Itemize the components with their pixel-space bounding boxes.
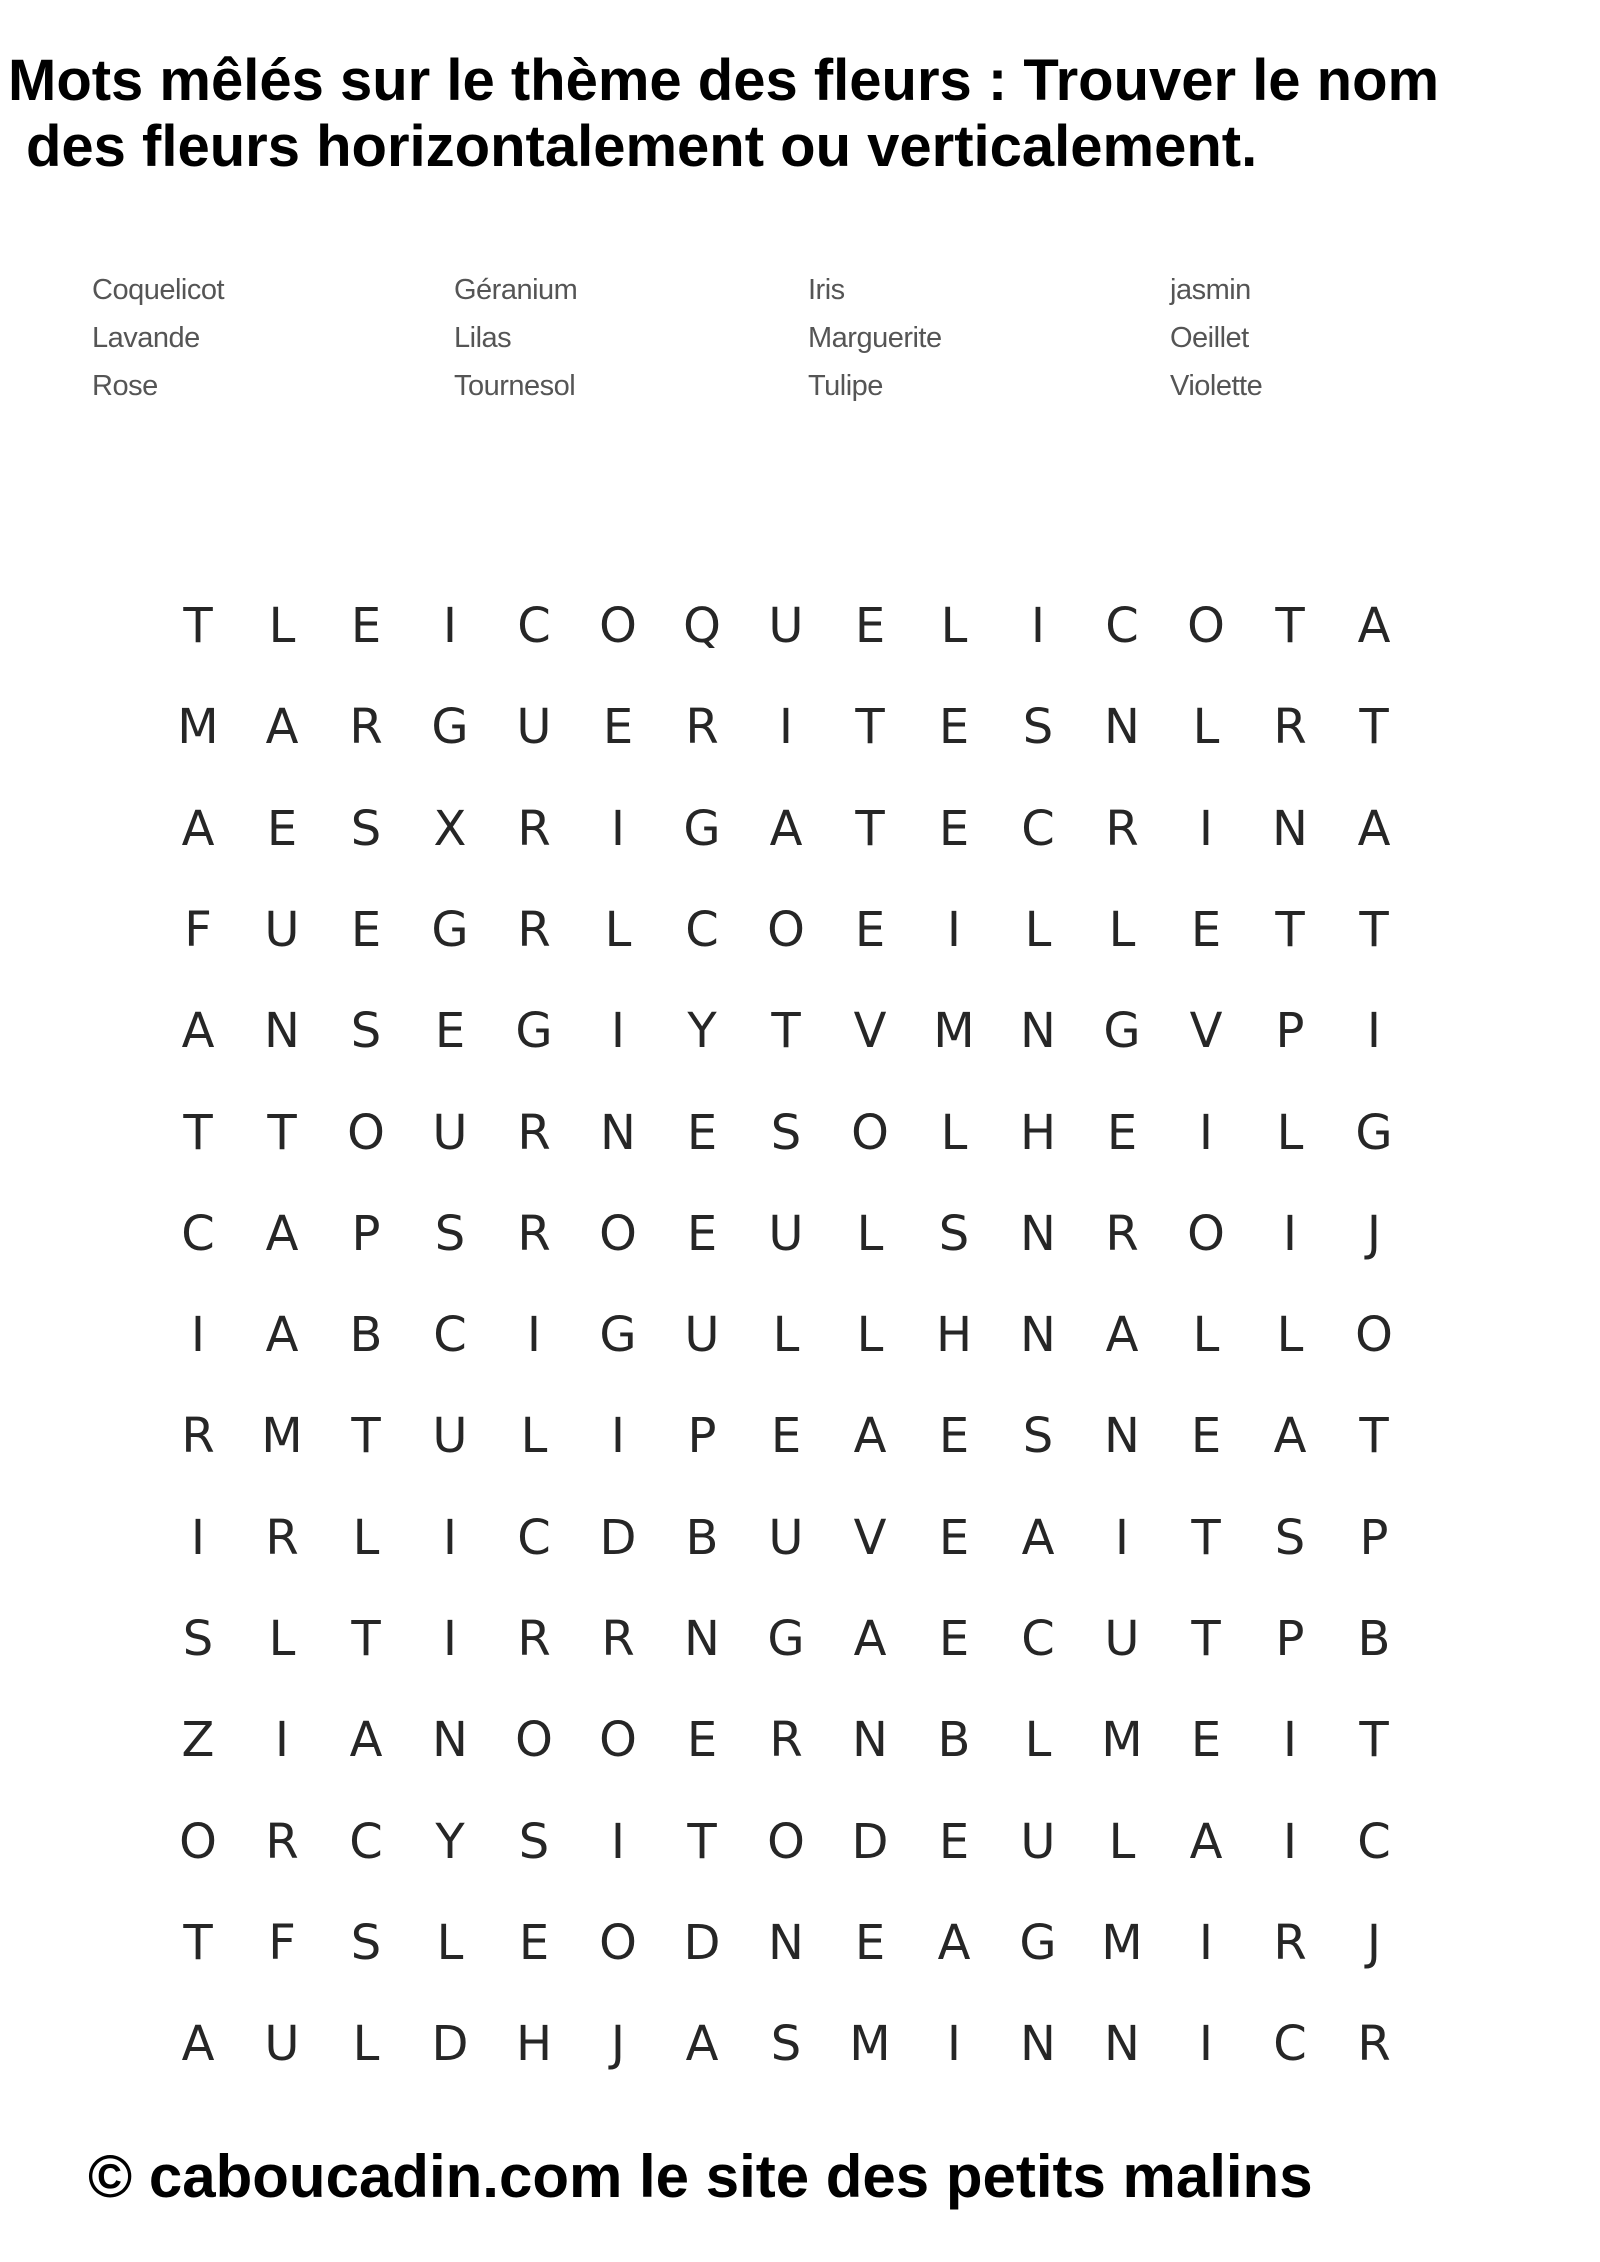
grid-letter: R [517,801,551,857]
word-list-item: Lavande [92,322,200,354]
grid-letter: N [1020,1307,1056,1363]
grid-letter: N [852,1712,888,1768]
grid-letter: E [266,801,298,857]
grid-letter: G [515,1003,553,1059]
grid-letter: O [515,1712,553,1768]
title-line-1: Mots mêlés sur le thème des fleurs : Trouver le nom [8,48,1440,113]
word-list-item: Violette [1170,370,1263,402]
grid-letter: A [1189,1814,1223,1870]
grid-letter: E [854,902,886,958]
grid-letter: O [1355,1307,1393,1363]
grid-letter: E [854,598,886,654]
word-list-item: Oeillet [1170,322,1249,354]
grid-row [168,576,1428,676]
grid-letter: G [599,1307,637,1363]
grid-letter: I [1198,801,1214,857]
grid-letter: G [1103,1003,1141,1059]
grid-letter: Y [435,1814,465,1870]
grid-letter: E [770,1408,802,1464]
grid-letter: V [853,1003,887,1059]
grid-row [168,1285,1428,1385]
grid-row [168,1488,1428,1588]
grid-row [168,1589,1428,1689]
grid-letter: E [686,1206,718,1262]
grid-letter: S [938,1206,970,1262]
grid-row [168,1083,1428,1183]
grid-row [168,1184,1428,1284]
grid-letter: L [856,1307,884,1363]
footer-copyright: © caboucadin.com le site des petits malins [88,2143,1313,2210]
grid-letter: J [610,2016,626,2072]
grid-letter: T [1275,902,1305,958]
grid-letter: C [181,1206,215,1262]
grid-letter: N [1020,2016,1056,2072]
grid-letter: N [264,1003,300,1059]
grid-letter: C [517,598,551,654]
grid-letter: N [684,1611,720,1667]
grid-letter: R [181,1408,215,1464]
grid-letter: T [855,801,885,857]
grid-row [168,779,1428,879]
grid-letter: A [853,1611,887,1667]
grid-letter: J [1366,1915,1382,1971]
grid-letter: B [685,1510,719,1566]
grid-letter: D [599,1510,637,1566]
grid-letter: N [1272,801,1308,857]
grid-letter: O [851,1105,889,1161]
grid-letter: E [518,1915,550,1971]
grid-letter: F [268,1915,296,1971]
grid-letter: R [517,1611,551,1667]
grid-letter: L [1108,1814,1136,1870]
grid-letter: M [261,1408,303,1464]
grid-letter: N [600,1105,636,1161]
grid-letter: Q [683,598,721,654]
word-list-item: Rose [92,370,158,402]
grid-letter: O [599,1206,637,1262]
grid-letter: I [946,902,962,958]
grid-letter: U [1104,1611,1140,1667]
grid-letter: R [769,1712,803,1768]
grid-letter: T [1275,598,1305,654]
grid-letter: S [1022,699,1054,755]
grid-letter: S [518,1814,550,1870]
grid-letter: U [768,1510,804,1566]
grid-letter: P [1359,1510,1389,1566]
grid-letter: E [938,1814,970,1870]
word-list-item: Lilas [454,322,512,354]
grid-letter: A [181,1003,215,1059]
grid-letter: R [601,1611,635,1667]
grid-letter: O [599,1915,637,1971]
grid-letter: A [853,1408,887,1464]
grid-letter: A [349,1712,383,1768]
grid-letter: C [1273,2016,1307,2072]
title-line-2: des fleurs horizontalement ou verticalement. [26,114,1258,179]
grid-letter: A [685,2016,719,2072]
grid-letter: G [683,801,721,857]
grid-letter: O [599,598,637,654]
grid-letter: T [855,699,885,755]
grid-letter: L [940,598,968,654]
grid-row [168,1893,1428,1993]
grid-letter: E [1190,1408,1222,1464]
grid-letter: U [768,1206,804,1262]
grid-letter: N [768,1915,804,1971]
grid-letter: S [350,801,382,857]
grid-letter: E [350,902,382,958]
grid-letter: O [1187,598,1225,654]
grid-letter: U [432,1408,468,1464]
grid-letter: I [1366,1003,1382,1059]
grid-letter: I [442,1510,458,1566]
grid-letter: D [683,1915,721,1971]
grid-letter: L [772,1307,800,1363]
grid-letter: L [268,1611,296,1667]
grid-letter: M [849,2016,891,2072]
grid-letter: G [767,1611,805,1667]
grid-letter: I [1030,598,1046,654]
grid-letter: A [1357,801,1391,857]
grid-letter: A [1021,1510,1055,1566]
page-title [8,48,1598,180]
grid-letter: C [685,902,719,958]
grid-letter: P [351,1206,381,1262]
grid-row [168,1792,1428,1892]
grid-letter: R [265,1510,299,1566]
grid-letter: C [1021,1611,1055,1667]
grid-letter: V [1189,1003,1223,1059]
grid-letter: I [442,598,458,654]
grid-row [168,1690,1428,1790]
grid-letter: S [1274,1510,1306,1566]
grid-letter: T [267,1105,297,1161]
grid-letter: O [347,1105,385,1161]
grid-letter: G [431,902,469,958]
grid-letter: R [1105,1206,1139,1262]
word-list-item: Marguerite [808,322,942,354]
grid-letter: L [1024,902,1052,958]
grid-letter: E [938,1408,970,1464]
grid-letter: A [1105,1307,1139,1363]
grid-letter: U [432,1105,468,1161]
grid-letter: B [1357,1611,1391,1667]
grid-letter: T [1191,1510,1221,1566]
grid-letter: T [1359,902,1389,958]
grid-letter: C [1105,598,1139,654]
grid-letter: L [1192,1307,1220,1363]
grid-letter: S [434,1206,466,1262]
grid-letter: L [352,2016,380,2072]
grid-letter: I [190,1510,206,1566]
grid-letter: A [1273,1408,1307,1464]
grid-letter: A [1357,598,1391,654]
grid-letter: L [940,1105,968,1161]
grid-letter: E [350,598,382,654]
grid-letter: P [1275,1611,1305,1667]
grid-letter: S [350,1003,382,1059]
grid-letter: L [1108,902,1136,958]
grid-letter: I [610,801,626,857]
grid-letter: I [1114,1510,1130,1566]
grid-letter: D [431,2016,469,2072]
grid-letter: F [184,902,212,958]
grid-letter: I [778,699,794,755]
grid-letter: L [1276,1105,1304,1161]
word-list [92,274,1392,424]
grid-letter: E [938,1510,970,1566]
grid-letter: G [431,699,469,755]
grid-letter: L [436,1915,464,1971]
word-list-item: Tulipe [808,370,883,402]
grid-letter: S [350,1915,382,1971]
grid-letter: T [351,1408,381,1464]
grid-letter: S [182,1611,214,1667]
grid-letter: R [265,1814,299,1870]
grid-row [168,1386,1428,1486]
grid-letter: R [1273,1915,1307,1971]
grid-letter: S [770,2016,802,2072]
grid-row [168,880,1428,980]
grid-letter: I [190,1307,206,1363]
word-list-item: Géranium [454,274,578,306]
grid-letter: I [1198,1105,1214,1161]
grid-letter: H [1019,1105,1057,1161]
grid-letter: E [686,1105,718,1161]
grid-letter: N [1020,1003,1056,1059]
grid-letter: T [183,1915,213,1971]
grid-letter: P [1275,1003,1305,1059]
grid-letter: A [937,1915,971,1971]
grid-row [168,981,1428,1081]
grid-letter: B [937,1712,971,1768]
grid-letter: R [1105,801,1139,857]
grid-letter: L [352,1510,380,1566]
grid-letter: U [1020,1814,1056,1870]
grid-letter: E [1190,902,1222,958]
grid-letter: J [1366,1206,1382,1262]
grid-letter: T [1191,1611,1221,1667]
grid-letter: R [349,699,383,755]
grid-letter: Y [687,1003,717,1059]
grid-letter: N [1104,1408,1140,1464]
grid-letter: E [686,1712,718,1768]
grid-letter: P [687,1408,717,1464]
grid-letter: L [1192,699,1220,755]
grid-letter: E [854,1915,886,1971]
grid-letter: T [183,1105,213,1161]
grid-letter: N [1020,1206,1056,1262]
grid-letter: E [938,801,970,857]
word-list-item: Tournesol [454,370,576,402]
grid-letter: Z [181,1712,215,1768]
grid-letter: V [853,1510,887,1566]
grid-letter: S [770,1105,802,1161]
grid-letter: N [1104,2016,1140,2072]
grid-letter: R [517,1206,551,1262]
grid-letter: I [610,1814,626,1870]
grid-letter: H [515,2016,553,2072]
grid-letter: L [604,902,632,958]
grid-letter: C [433,1307,467,1363]
grid-letter: I [610,1408,626,1464]
word-list-item: Coquelicot [92,274,225,306]
grid-letter: B [349,1307,383,1363]
grid-letter: A [769,801,803,857]
grid-letter: M [933,1003,975,1059]
grid-letter: I [1282,1206,1298,1262]
grid-letter: E [938,1611,970,1667]
grid-letter: T [1359,699,1389,755]
grid-letter: U [768,598,804,654]
grid-letter: I [1282,1814,1298,1870]
grid-letter: G [1355,1105,1393,1161]
grid-letter: L [1276,1307,1304,1363]
grid-letter: A [265,1307,299,1363]
grid-letter: N [432,1712,468,1768]
grid-letter: U [516,699,552,755]
grid-letter: A [265,699,299,755]
grid-row [168,1994,1428,2094]
grid-letter: E [938,699,970,755]
grid-letter: T [183,598,213,654]
grid-letter: L [856,1206,884,1262]
grid-letter: C [349,1814,383,1870]
grid-letter: C [1357,1814,1391,1870]
grid-row [168,677,1428,777]
grid-letter: I [274,1712,290,1768]
grid-letter: S [1022,1408,1054,1464]
grid-letter: N [1104,699,1140,755]
grid-letter: U [684,1307,720,1363]
grid-letter: A [181,801,215,857]
grid-letter: A [265,1206,299,1262]
grid-letter: R [1273,699,1307,755]
grid-letter: I [946,2016,962,2072]
grid-letter: D [851,1814,889,1870]
grid-letter: T [771,1003,801,1059]
word-list-item: Iris [808,274,845,306]
grid-letter: T [1359,1712,1389,1768]
grid-letter: L [520,1408,548,1464]
grid-letter: O [1187,1206,1225,1262]
grid-letter: I [1282,1712,1298,1768]
grid-letter: X [433,801,467,857]
grid-letter: R [685,699,719,755]
grid-letter: E [602,699,634,755]
grid-letter: R [1357,2016,1391,2072]
grid-letter: I [610,1003,626,1059]
grid-letter: L [1024,1712,1052,1768]
grid-letter: U [264,2016,300,2072]
grid-letter: L [268,598,296,654]
grid-letter: O [767,902,805,958]
grid-letter: E [434,1003,466,1059]
grid-letter: E [1106,1105,1138,1161]
grid-letter: M [1101,1712,1143,1768]
grid-letter: A [181,2016,215,2072]
grid-letter: H [935,1307,973,1363]
grid-letter: T [351,1611,381,1667]
grid-letter: I [1198,2016,1214,2072]
grid-letter: T [1359,1408,1389,1464]
word-list-item: jasmin [1170,274,1251,306]
grid-letter: T [687,1814,717,1870]
grid-letter: R [517,1105,551,1161]
grid-letter: I [1198,1915,1214,1971]
letter-grid [168,576,1428,2072]
grid-letter: I [526,1307,542,1363]
grid-letter: O [179,1814,217,1870]
grid-letter: R [517,902,551,958]
grid-letter: I [442,1611,458,1667]
grid-letter: E [1190,1712,1222,1768]
grid-letter: C [517,1510,551,1566]
grid-letter: G [1019,1915,1057,1971]
grid-letter: U [264,902,300,958]
grid-letter: O [767,1814,805,1870]
grid-letter: M [1101,1915,1143,1971]
grid-letter: O [599,1712,637,1768]
grid-letter: M [177,699,219,755]
grid-letter: C [1021,801,1055,857]
